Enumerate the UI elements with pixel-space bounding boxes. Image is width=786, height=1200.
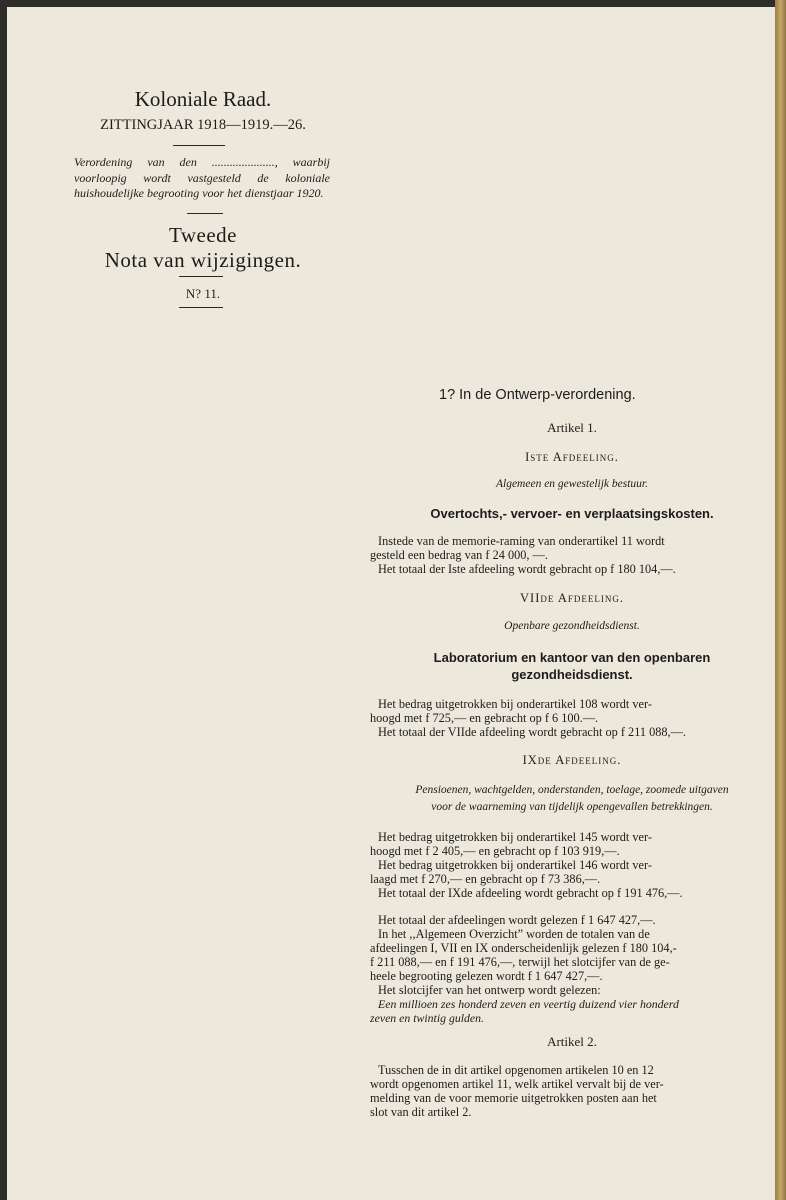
text-line: melding van de voor memorie uitgetrokken posten aan het: [370, 1091, 657, 1105]
heading-line: Laboratorium en kantoor van den openbaren: [433, 650, 711, 665]
text-line: Instede van de memorie-raming van onderartikel 11 wordt: [378, 534, 665, 548]
text-line: wordt opgenomen artikel 11, welk artikel vervalt bij de ver-: [370, 1077, 664, 1091]
text-line: afdeelingen I, VII en IX onderscheidenlijk gelezen f 180 104,-: [370, 941, 677, 955]
afdeeling-7-heading: [372, 649, 772, 683]
afdeeling-1-heading: Overtochts,- vervoer- en verplaatsingskosten.: [430, 506, 714, 521]
text-line: Het totaal der IXde afdeeling wordt gebracht op f 191 476,—.: [378, 886, 683, 900]
text-line: hoogd met f 2 405,— en gebracht op f 103 919,—.: [370, 844, 620, 858]
text-line: Een millioen zes honderd zeven en veertig duizend vier honderd: [378, 997, 679, 1011]
divider: [173, 145, 225, 146]
council-title: Koloniale Raad.: [134, 87, 272, 111]
text-line: Het slotcijfer van het ontwerp wordt gelezen:: [378, 983, 601, 997]
ordinance-description: Verordening van den ....................., waarbij voorloopig wordt vastgesteld de koloniale huishoudelijke begrooting voor het dienstjaar 1920.: [74, 155, 330, 200]
divider: [179, 307, 223, 308]
afdeeling-9-text: [370, 830, 772, 900]
afdeeling-9-title: IXde Afdeeling.: [522, 753, 622, 767]
afdeeling-1-subtitle: Algemeen en gewestelijk bestuur.: [495, 478, 648, 490]
divider: [187, 213, 223, 214]
afdeeling-7-text: [370, 697, 772, 739]
totals-text: [370, 913, 772, 1025]
text-line: Het totaal der VIIde afdeeling wordt gebracht op f 211 088,—.: [378, 725, 687, 739]
section-heading: 1? In de Ontwerp-verordening.: [439, 387, 636, 403]
text-line: gesteld een bedrag van f 24 000, —.: [370, 548, 548, 562]
doc-title-line-1: Tweede: [169, 223, 237, 247]
note-number: N? 11.: [185, 286, 221, 301]
book-edge: [775, 0, 786, 1200]
subtitle-line: voor de waarneming van tijdelijk opengevallen betrekkingen.: [431, 801, 713, 813]
article-1-title: Artikel 1.: [547, 420, 597, 435]
text-line: In het ,,Algemeen Overzicht” worden de totalen van de: [378, 927, 650, 941]
afdeeling-7-subtitle: Openbare gezondheidsdienst.: [504, 620, 640, 632]
text-line: f 211 088,— en f 191 476,—, terwijl het slotcijfer van de ge-: [370, 955, 670, 969]
text-line: hoogd met f 725,— en gebracht op f 6 100.—.: [370, 711, 599, 725]
document-page: [7, 7, 775, 1200]
text-line: slot van dit artikel 2.: [370, 1105, 472, 1119]
text-line: Het totaal der afdeelingen wordt gelezen f 1 647 427,—.: [378, 913, 656, 927]
text-line: Het bedrag uitgetrokken bij onderartikel 108 wordt ver-: [378, 697, 652, 711]
article-2-text: [370, 1063, 772, 1119]
session-year: ZITTINGJAAR 1918—1919.—26.: [100, 117, 306, 133]
text-line: laagd met f 270,— en gebracht op f 73 386,—.: [370, 872, 601, 886]
text-line: Het bedrag uitgetrokken bij onderartikel 145 wordt ver-: [378, 830, 652, 844]
afdeeling-9-subtitle: [370, 782, 774, 816]
divider: [179, 276, 223, 277]
heading-line: gezondheidsdienst.: [511, 667, 633, 682]
text-line: Het totaal der Iste afdeeling wordt gebracht op f 180 104,—.: [378, 562, 676, 576]
text-line: Het bedrag uitgetrokken bij onderartikel 146 wordt ver-: [378, 858, 652, 872]
afdeeling-7-title: VIIde Afdeeling.: [520, 591, 624, 605]
subtitle-line: Pensioenen, wachtgelden, onderstanden, toelage, zoomede uitgaven: [415, 784, 729, 796]
article-2-title: Artikel 2.: [547, 1034, 597, 1049]
text-line: Tusschen de in dit artikel opgenomen artikelen 10 en 12: [378, 1063, 654, 1077]
afdeeling-1-text: [370, 534, 772, 576]
doc-title-line-2: Nota van wijzigingen.: [104, 248, 302, 272]
afdeeling-1-title: Iste Afdeeling.: [525, 450, 619, 464]
text-line: zeven en twintig gulden.: [370, 1011, 485, 1025]
text-line: heele begrooting gelezen wordt f 1 647 427,—.: [370, 969, 603, 983]
